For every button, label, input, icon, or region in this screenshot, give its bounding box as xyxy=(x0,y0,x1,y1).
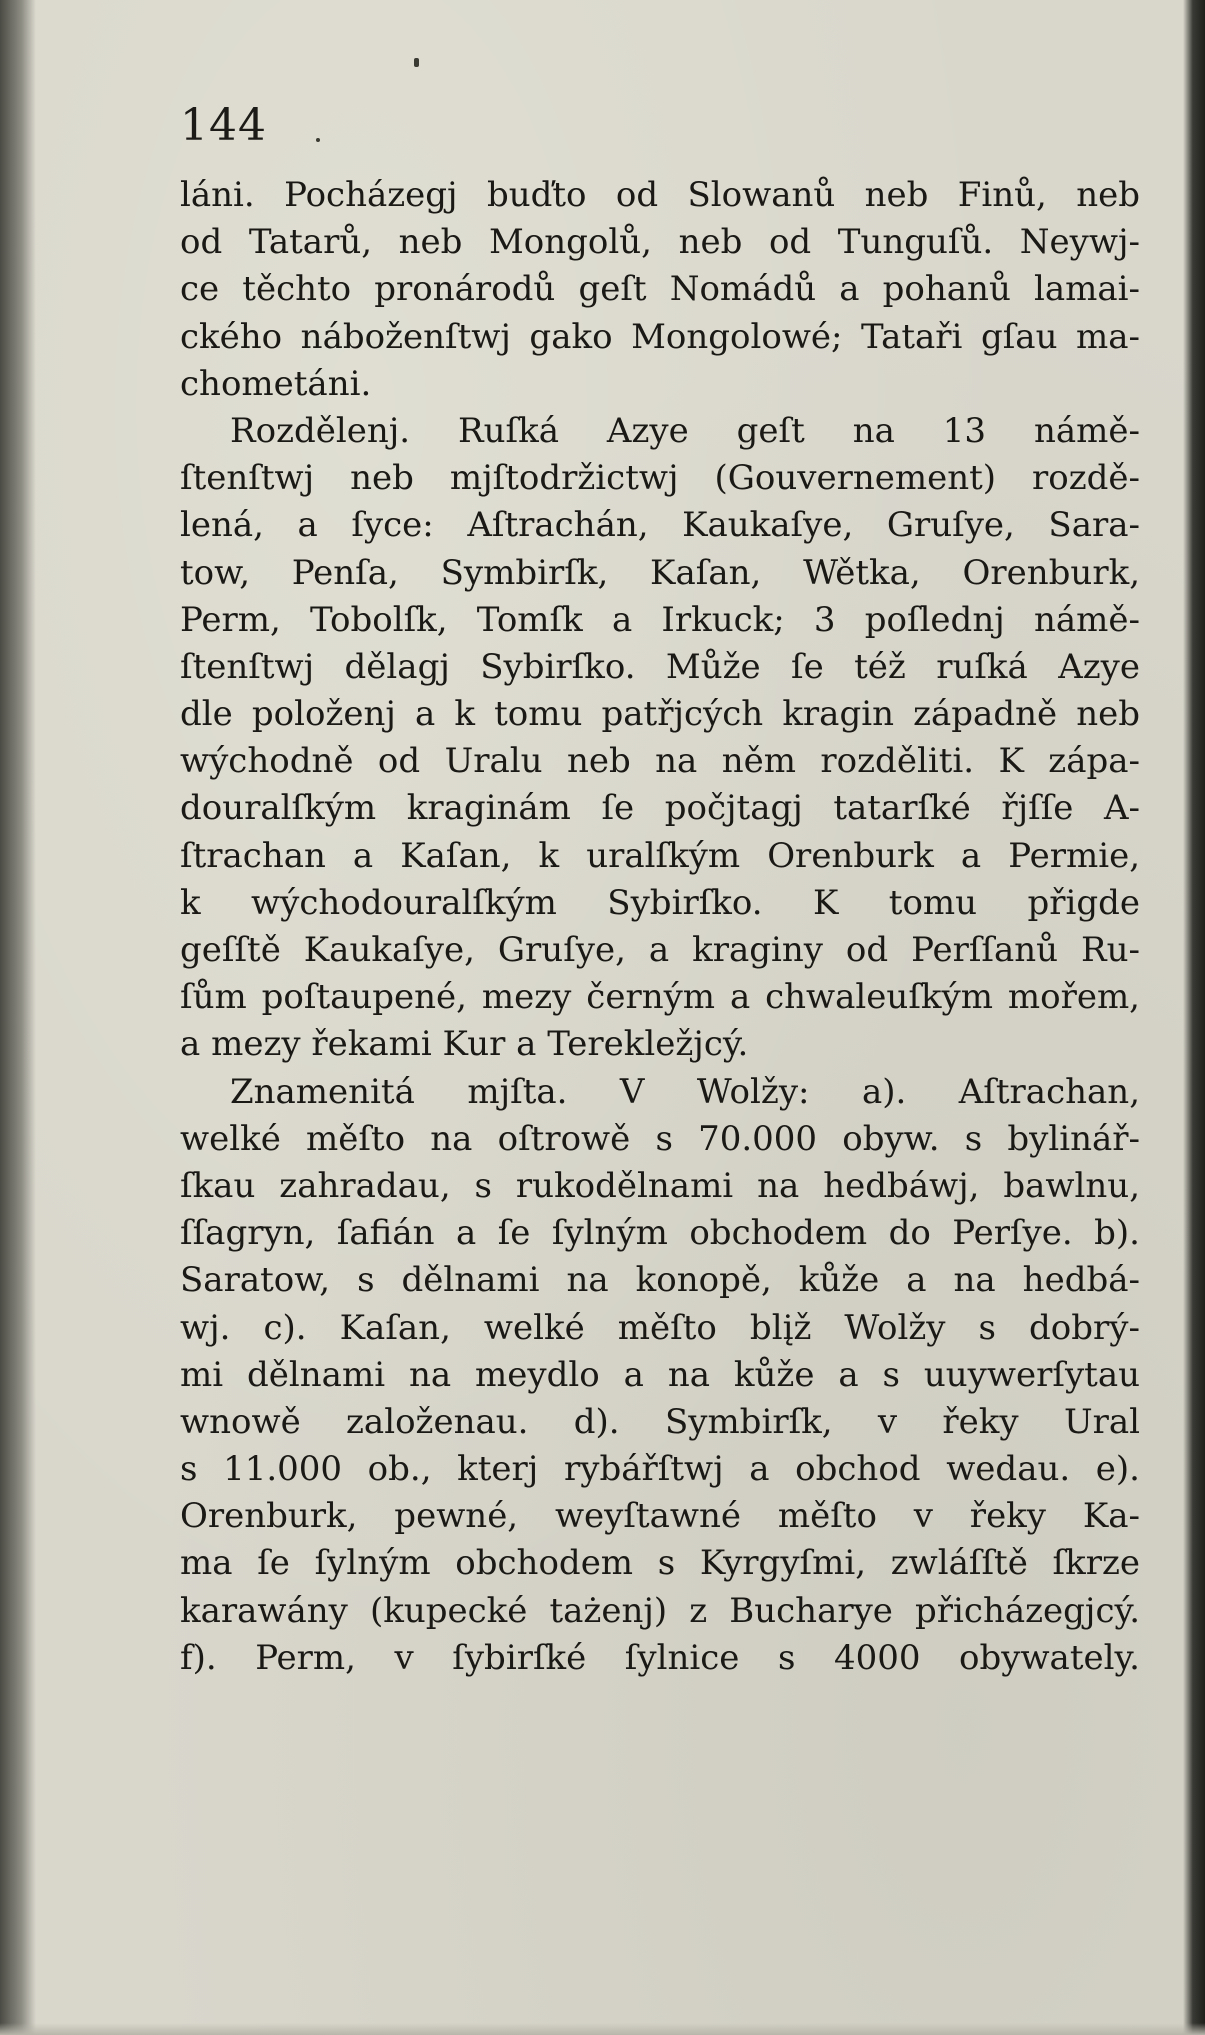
text-line: k wýchodouralſkým Sybirſko. K tomu přigde xyxy=(180,882,1140,923)
text-line: dle položenj a k tomu patřjcých kragin západně neb xyxy=(180,694,1140,735)
page-gutter-shadow xyxy=(0,0,36,2035)
text-line: ckého náboženſtwj gako Mongolowé; Tataři gſau ma- xyxy=(180,316,1140,357)
text-line: lená, a ſyce: Aſtrachán, Kaukaſye, Gruſye, Sara- xyxy=(180,505,1140,546)
text-line: ſům poſtaupené, mezy černým a chwaleuſkým mořem, xyxy=(180,977,1140,1018)
text-line: karawány (kupecké tażenj) z Bucharye přicházegjcý. xyxy=(180,1590,1140,1631)
ink-speck xyxy=(414,58,419,67)
text-line: ce těchto pronárodů geſt Nomádů a pohanů lamai- xyxy=(180,269,1140,310)
text-line: mi dělnami na meydlo a na kůže a s uuywerſytau xyxy=(180,1354,1140,1395)
body-text xyxy=(180,172,1140,1682)
text-line: ſſagryn, ſafián a ſe ſylným obchodem do Perſye. b). xyxy=(180,1213,1140,1254)
text-line: Perm, Tobolſk, Tomſk a Irkuck; 3 poſlednj námě- xyxy=(180,599,1140,640)
text-line: tow, Penſa, Symbirſk, Kaſan, Wětka, Orenburk, xyxy=(180,552,1140,593)
text-line: Rozdělenj. Ruſká Azye geſt na 13 námě- xyxy=(230,410,1140,451)
text-line: láni. Pocházegj buďto od Slowanů neb Finů, neb xyxy=(180,175,1140,215)
text-line: ſtenſtwj neb mjſtodržictwj (Gouvernement) rozdě- xyxy=(180,458,1140,499)
text-line: geſſtě Kaukaſye, Gruſye, a kraginy od Perſſanů Ru- xyxy=(180,930,1140,970)
page-number: 144 xyxy=(180,100,267,151)
ink-speck xyxy=(316,138,320,142)
text-line: ma ſe ſylným obchodem s Kyrgyſmi, zwláſſtě ſkrze xyxy=(180,1543,1140,1584)
text-line: welké měſto na oſtrowě s 70.000 obyw. s bylinář- xyxy=(180,1118,1140,1159)
text-line: ſtrachan a Kaſan, k uralſkým Orenburk a Permie, xyxy=(180,835,1140,876)
text-line: ſtenſtwj dělagj Sybirſko. Může ſe též ruſká Azye xyxy=(180,646,1140,687)
text-line: wýchodně od Uralu neb na něm rozděliti. K zápa- xyxy=(180,741,1140,782)
text-line: f). Perm, v ſybirſké ſylnice s 4000 obywately. xyxy=(180,1637,1140,1678)
text-line: wj. c). Kaſan, welké měſto blįž Wolžy s dobrý- xyxy=(180,1307,1140,1348)
text-line: s 11.000 ob., kterj rybářſtwj a obchod wedau. e). xyxy=(180,1449,1140,1490)
text-line: a mezy řekami Kur a Terekležjcý. xyxy=(180,1024,749,1065)
page-bottom-edge xyxy=(0,2023,1205,2035)
text-line: Saratow, s dělnami na konopě, kůže a na hedbá- xyxy=(180,1260,1140,1301)
text-line: wnowě založenau. d). Symbirſk, v řeky Ural xyxy=(180,1401,1140,1442)
text-line: chometáni. xyxy=(180,363,372,404)
text-line: Znamenitá mjſta. V Wolžy: a). Aſtrachan, xyxy=(230,1071,1140,1112)
text-line: douralſkým kraginám ſe počjtagj tatarſké řjſſe A- xyxy=(180,788,1140,829)
text-line: ſkau zahradau, s rukodělnami na hedbáwj, bawlnu, xyxy=(180,1165,1140,1206)
text-line: Orenburk, pewné, weyſtawné měſto v řeky Ka- xyxy=(180,1496,1140,1537)
text-line: od Tatarů, neb Mongolů, neb od Tunguſů. Neywj- xyxy=(180,222,1140,263)
page-right-edge xyxy=(1183,0,1205,2035)
